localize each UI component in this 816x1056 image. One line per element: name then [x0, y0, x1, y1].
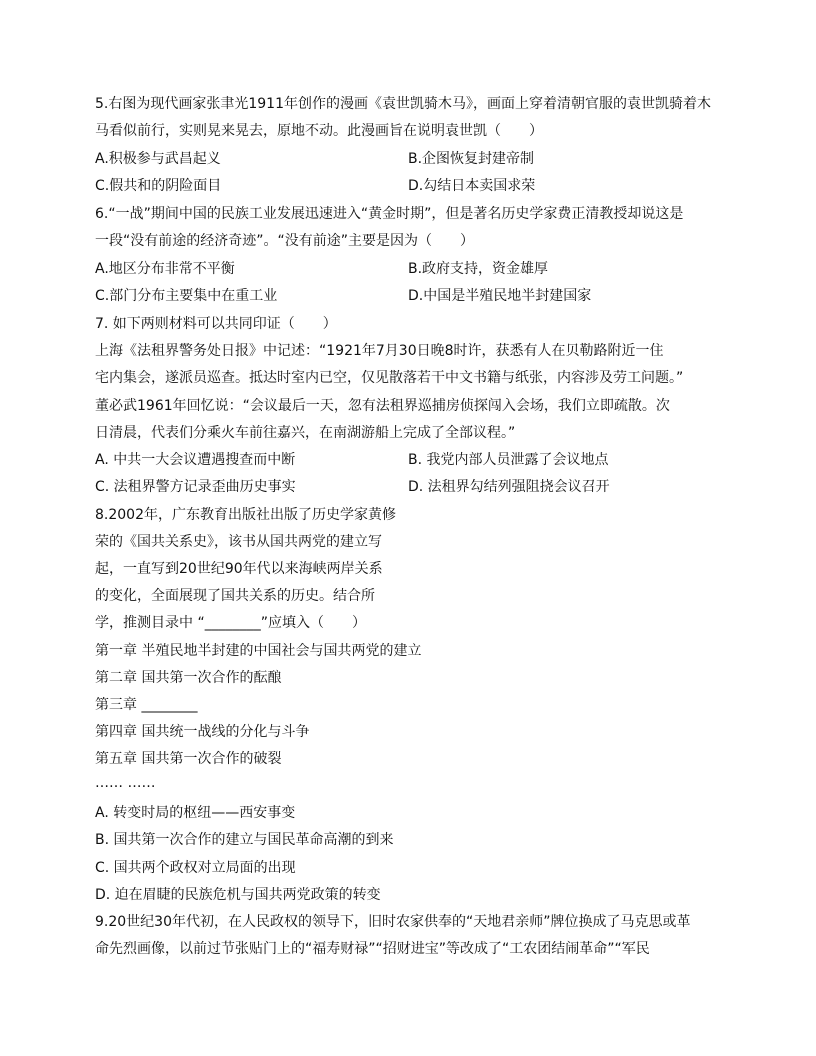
q5-stem-line1: 5.右图为现代画家张聿光1911年创作的漫画《袁世凯骑木马》，画面上穿着清朝官服的袁世凯骑着木	[95, 96, 711, 112]
q8-option-d: D. 迫在眉睫的民族危机与国共两党政策的转变	[95, 887, 381, 903]
q5-options-row2	[95, 176, 735, 196]
q7-option-a: A. 中共一大会议遭遇搜查而中断	[95, 452, 296, 468]
q5-option-a: A.积极参与武昌起义	[95, 151, 221, 167]
q7-option-b: B. 我党内部人员泄露了会议地点	[408, 452, 609, 468]
q7-options-row2	[95, 477, 735, 497]
q7-stem-line1: 7. 如下两则材料可以共同印证（ ）	[95, 316, 337, 332]
q8-stem-line4: 的变化，全面展现了国共关系的历史。结合所	[95, 588, 375, 604]
q8-toc-chapter3: 第三章 ________	[95, 697, 198, 713]
q8-option-a: A. 转变时局的枢纽——西安事变	[95, 805, 296, 821]
q8-option-b: B. 国共第一次合作的建立与国民革命高潮的到来	[95, 832, 394, 848]
q6-options-row2	[95, 286, 735, 306]
q8-toc-chapter4: 第四章 国共统一战线的分化与斗争	[95, 724, 310, 740]
q8-toc-chapter2: 第二章 国共第一次合作的酝酿	[95, 670, 282, 686]
q7-options-row1	[95, 450, 735, 470]
q7-option-d: D. 法租界勾结列强阻挠会议召开	[408, 479, 610, 495]
q8-stem-line5: 学，推测目录中 “________”应填入（ ）	[95, 615, 366, 631]
q5-option-c: C.假共和的阴险面目	[95, 178, 222, 194]
q8-stem-line3: 起，一直写到20世纪90年代以来海峡两岸关系	[95, 561, 383, 577]
q6-option-a: A.地区分布非常不平衡	[95, 261, 235, 277]
q8-toc-ellipsis: …… ……	[95, 775, 156, 791]
q6-option-c: C.部门分布主要集中在重工业	[95, 288, 278, 304]
q6-option-b: B.政府支持，资金雄厚	[408, 261, 549, 277]
q7-material-line3: 董必武1961年回忆说：“会议最后一天，忽有法租界巡捕房侦探闯入会场，我们立即疏散。次	[95, 398, 670, 414]
q6-options-row1	[95, 259, 735, 279]
q6-option-d: D.中国是半殖民地半封建国家	[408, 288, 592, 304]
q9-stem-line2: 命先烈画像，以前过节张贴门上的“福寿财禄”“招财进宝”等改成了“工农团结闹革命”“军民	[95, 941, 650, 957]
q7-material-line2: 宅内集会，遂派员巡查。抵达时室内已空，仅见散落若干中文书籍与纸张，内容涉及劳工问题。”	[95, 370, 684, 386]
q8-stem-line1: 8.2002年，广东教育出版社出版了历史学家黄修	[95, 507, 396, 523]
q7-material-line1: 上海《法租界警务处日报》中记述：“1921年7月30日晚8时许，获悉有人在贝勒路附近一住	[95, 343, 664, 359]
q5-option-d: D.勾结日本卖国求荣	[408, 178, 536, 194]
q7-option-c: C. 法租界警方记录歪曲历史事实	[95, 479, 296, 495]
q8-toc-chapter5: 第五章 国共第一次合作的破裂	[95, 751, 282, 767]
q7-material-line4: 日清晨，代表们分乘火车前往嘉兴，在南湖游船上完成了全部议程。”	[95, 425, 516, 441]
q8-stem-line2: 荣的《国共关系史》，该书从国共两党的建立写	[95, 534, 382, 550]
q8-option-c: C. 国共两个政权对立局面的出现	[95, 860, 296, 876]
q9-stem-line1: 9.20世纪30年代初，在人民政权的领导下，旧时农家供奉的“天地君亲师”牌位换成了马克思或革	[95, 914, 691, 930]
q5-options-row1	[95, 149, 735, 169]
q5-stem-line2: 马看似前行，实则晃来晃去，原地不动。此漫画旨在说明袁世凯（ ）	[95, 123, 543, 139]
q6-stem-line1: 6.“一战”期间中国的民族工业发展迅速进入“黄金时期”，但是著名历史学家费正清教授却说这是	[95, 206, 684, 222]
q6-stem-line2: 一段“没有前途的经济奇迹”。“没有前途”主要是因为（ ）	[95, 233, 475, 249]
q8-toc-chapter1: 第一章 半殖民地半封建的中国社会与国共两党的建立	[95, 643, 422, 659]
q5-option-b: B.企图恢复封建帝制	[408, 151, 535, 167]
